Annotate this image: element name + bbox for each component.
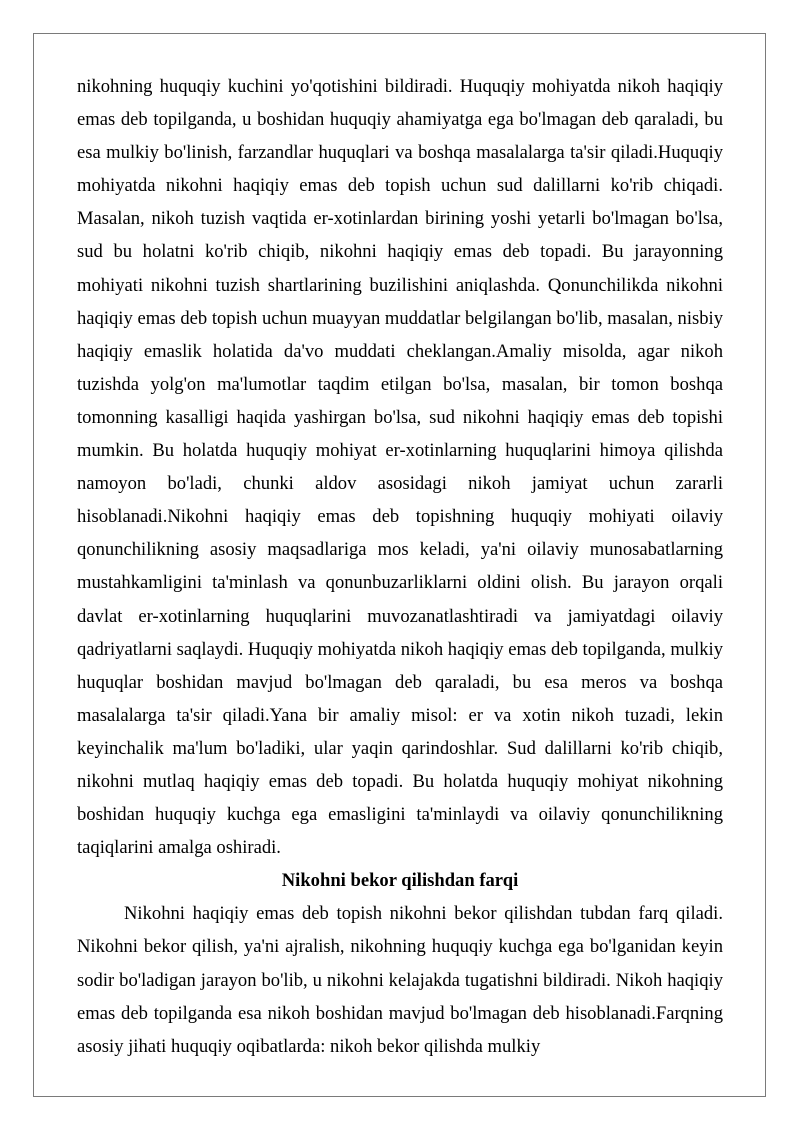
body-paragraph-2: Nikohni haqiqiy emas deb topish nikohni bekor qilishdan tubdan farq qiladi. Nikohni bekor qilish, ya'ni ajralish, nikohning huquqiy kuchga ega bo'lganidan keyin sodir bo'ladigan jarayon bo'lib, u nikohni kelajakda tugatishni bildiradi. Nikoh haqiqiy emas deb topilganda esa nikoh boshidan mavjud bo'lmagan deb hisoblanadi.Farqning asosiy jihati huquqiy oqibatlarda: nikoh bekor qilishda mulkiy [77,903,723,1057]
body-paragraph-1: nikohning huquqiy kuchini yo'qotishini bildiradi. Huquqiy mohiyatda nikoh haqiqiy emas deb topilganda, u boshidan huquqiy ahamiyatga ega bo'lmagan deb qaraladi, bu esa mulkiy bo'linish, farzandlar huquqlari va boshqa masalalarga ta'sir qiladi.Huquqiy mohiyatda nikohni haqiqiy emas deb topish uchun sud dalillarni ko'rib chiqadi. Masalan, nikoh tuzish vaqtida er-xotinlardan birining yoshi yetarli bo'lmagan bo'lsa, sud bu holatni ko'rib chiqib, nikohni haqiqiy emas deb topadi. Bu jarayonning mohiyati nikohni tuzish shartlarining buzilishini aniqlashda. Qonunchilikda nikohni haqiqiy emas deb topish uchun muayyan muddatlar belgilangan bo'lib, masalan, nisbiy haqiqiy emaslik holatida da'vo muddati cheklangan.Amaliy misolda, agar nikoh tuzishda yolg'on ma'lumotlar taqdim etilgan bo'lsa, masalan, bir tomon boshqa tomonning kasalligi haqida yashirgan bo'lsa, sud nikohni haqiqiy emas deb topishi mumkin. Bu holatda huquqiy mohiyat er-xotinlarning huquqlarini himoya qilishda namoyon bo'ladi, chunki aldov asosidagi nikoh jamiyat uchun zararli hisoblanadi.Nikohni haqiqiy emas deb topishning huquqiy mohiyati oilaviy qonunchilikning asosiy maqsadlariga mos keladi, ya'ni oilaviy munosabatlarning mustahkamligini ta'minlash va qonunbuzarliklarni oldini olish. Bu jarayon orqali davlat er-xotinlarning huquqlarini muvozanatlashtiradi va jamiyatdagi oilaviy qadriyatlarni saqlaydi. Huquqiy mohiyatda nikoh haqiqiy emas deb topilganda, mulkiy huquqlar boshidan mavjud bo'lmagan deb qaraladi, bu esa meros va boshqa masalalarga ta'sir qiladi.Yana bir amaliy misol: er va xotin nikoh tuzadi, lekin keyinchalik ma'lum bo'ladiki, ular yaqin qarindoshlar. Sud dalillarni ko'rib chiqib, nikohni mutlaq haqiqiy emas deb topadi. Bu holatda huquqiy mohiyat nikohning boshidan huquqiy kuchga ega emasligini ta'minlaydi va oilaviy qonunchilikning taqiqlarini amalga oshiradi. [77,76,724,859]
page-content [77,70,723,1063]
section-heading: Nikohni bekor qilishdan farqi [281,870,519,892]
